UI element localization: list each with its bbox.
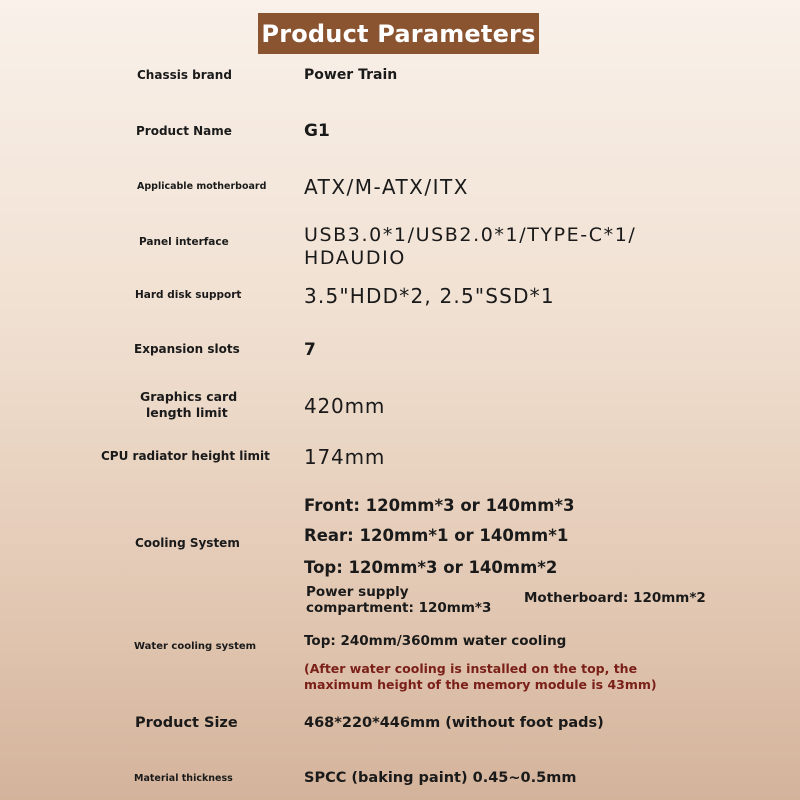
page-title: Product Parameters [258, 13, 539, 54]
label-material-thickness: Material thickness [134, 773, 233, 784]
value-product-size: 468*220*446mm (without foot pads) [304, 715, 604, 731]
label-cooling-system: Cooling System [135, 536, 240, 550]
water-cooling-note-line1: (After water cooling is installed on the top, the [304, 661, 638, 676]
value-product-name: G1 [304, 121, 330, 141]
label-water-cooling: Water cooling system [134, 641, 257, 652]
label-gpu-length-line1: Graphics card [140, 389, 238, 404]
value-water-cooling: Top: 240mm/360mm water cooling [304, 633, 567, 649]
value-chassis-brand: Power Train [304, 67, 398, 83]
label-hard-disk: Hard disk support [135, 289, 242, 301]
water-cooling-note-line2: maximum height of the memory module is 43mm) [304, 677, 657, 692]
value-cooling-top: Top: 120mm*3 or 140mm*2 [304, 558, 558, 577]
label-motherboard: Applicable motherboard [137, 181, 267, 192]
value-gpu-length: 420mm [304, 394, 386, 418]
value-expansion-slots: 7 [304, 340, 316, 360]
value-cpu-radiator: 174mm [304, 445, 386, 469]
label-chassis-brand: Chassis brand [137, 68, 232, 82]
value-hard-disk: 3.5"HDD*2, 2.5"SSD*1 [304, 284, 555, 308]
value-cooling-motherboard: Motherboard: 120mm*2 [524, 590, 706, 606]
label-panel-interface: Panel interface [139, 236, 229, 248]
label-product-name: Product Name [136, 124, 232, 138]
value-cooling-psu-line1: Power supply [306, 584, 409, 600]
label-gpu-length-line2: length limit [146, 405, 228, 420]
value-material-thickness: SPCC (baking paint) 0.45~0.5mm [304, 770, 577, 786]
label-product-size: Product Size [135, 715, 238, 731]
value-panel-interface-line2: HDAUDIO [304, 247, 406, 269]
label-cpu-radiator: CPU radiator height limit [101, 449, 270, 463]
value-cooling-rear: Rear: 120mm*1 or 140mm*1 [304, 526, 569, 545]
label-expansion-slots: Expansion slots [134, 342, 240, 356]
value-panel-interface-line1: USB3.0*1/USB2.0*1/TYPE-C*1/ [304, 224, 637, 246]
value-cooling-front: Front: 120mm*3 or 140mm*3 [304, 496, 575, 515]
value-motherboard: ATX/M-ATX/ITX [304, 175, 469, 199]
value-cooling-psu-line2: compartment: 120mm*3 [306, 600, 492, 616]
